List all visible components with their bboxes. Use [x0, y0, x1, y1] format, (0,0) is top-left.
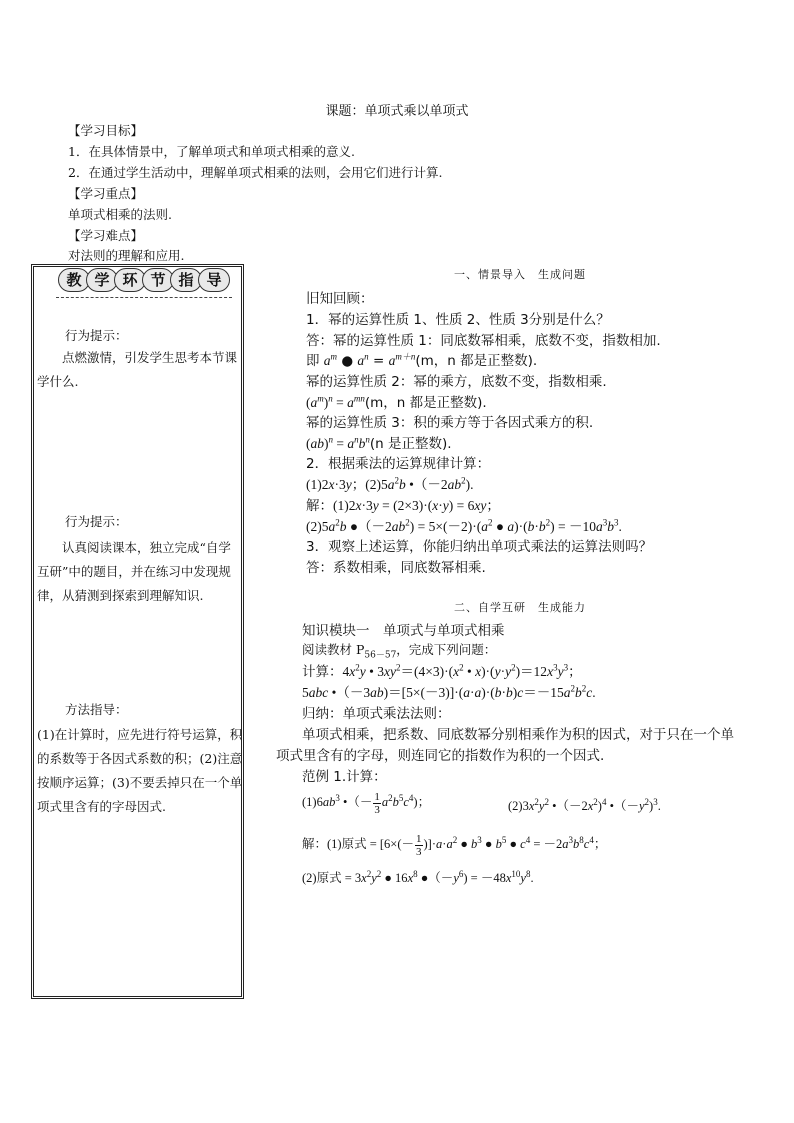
answer-1: 答：幂的运算性质 1：同底数幂相乘，底数不变，指数相加.	[306, 333, 661, 349]
section1-heading: 一、情景导入 生成问题	[454, 268, 586, 281]
example-1-part-1: $(1)6ab^3$ •（－ $\frac{1}{3}$ $a^2b^5c^4$)；	[302, 790, 431, 816]
banner-char: 导	[198, 268, 230, 292]
calc-line-1: 计算：$4x^2y$ • $3xy^2=(4\times 3)\cdot(x^2$ • $x)\cdot(y\cdot y^2)=12x^3y^3$；	[302, 662, 582, 680]
guide-banner	[58, 268, 228, 292]
key-text: 单项式相乘的法则.	[68, 207, 172, 222]
banner-char: 环	[114, 268, 146, 292]
formula-3-note: (n 是正整数).	[369, 436, 452, 452]
banner-divider	[56, 297, 232, 298]
formula-2-note: (m，n 都是正整数).	[364, 395, 487, 411]
question-2: 2．根据乘法的运算规律计算：	[306, 456, 491, 472]
banner-char: 指	[170, 268, 202, 292]
hint1-label: 行为提示：	[65, 328, 128, 343]
question-2-expressions: (1)2x·3y；$(2)5a^2b$ $•(-2ab^2)$.	[306, 475, 474, 492]
question-1: 1．幂的运算性质 1、性质 2、性质 3分别是什么？	[306, 312, 610, 328]
goal-1: 1．在具体情景中，了解单项式和单项式相乘的意义.	[68, 144, 355, 159]
formula-property-1: 即 $a^m$ ● $a^n = a^{m+n}(m$，n 都是正整数).	[306, 351, 538, 369]
banner-char: 教	[58, 268, 90, 292]
property-2: 幂的运算性质 2：幂的乘方，底数不变，指数相乘.	[306, 374, 607, 390]
read-prompt	[302, 640, 497, 661]
solution-1: 解：(1)2x·3y = (2×3)·(x·y) = 6xy；	[306, 498, 500, 514]
banner-char: 学	[86, 268, 118, 292]
solution-2: $(2)5a^2b$ $●(-2ab^2) = 5\times(-2)\cdot(a^2$ ● $a)\cdot(b\cdot b^2) = -10a^3b^3$.	[306, 517, 622, 534]
key-label: 【学习重点】	[68, 186, 144, 201]
calc-line-2: 5abc $•(-3ab)=[5\times(-3)]\cdot(a\cdot a)\cdot(b\cdot b)c=-15a^2b^2c$.	[302, 683, 596, 700]
answer-3: 答：系数相乘，同底数幂相乘.	[306, 560, 486, 576]
method-label: 方法指导：	[65, 702, 128, 717]
example-1-solution-1: 解：(1)原式 = [6×(－ $\frac{1}{3}$ )]$\cdot a\cdot a^2$ ● $b^3$ ● $b^5$ ● $c^4 = -2a^3b^8c^4$；	[302, 832, 607, 858]
example-1-solution-2: (2)原式 = $3x^2y^2$ ● $16x^8$ $●(-y^6) = -48x^{10}y^8$.	[302, 868, 534, 885]
formula-1-note: (m，n 都是正整数).	[415, 353, 538, 369]
rule-line-2: 项式里含有的字母，则连同它的指数作为积的一个因式.	[276, 748, 605, 764]
hint2-label: 行为提示：	[65, 514, 128, 529]
hint2-text: 认真阅读课本，独立完成“自学互研”中的题目，并在练习中发现规律，从猜测到探索到理解知识.	[37, 540, 231, 603]
page-title: 课题：单项式乘以单项式	[325, 104, 469, 119]
module-title: 知识模块一 单项式与单项式相乘	[302, 623, 505, 639]
read-pages: 56－57	[364, 650, 397, 661]
read-prompt-text: 阅读教材 P	[302, 642, 365, 657]
difficulty-label: 【学习难点】	[68, 228, 144, 243]
goals-label: 【学习目标】	[68, 123, 144, 138]
hint1-text: 点燃激情，引发学生思考本节课学什么.	[37, 350, 238, 389]
formula-property-2: $(a^m)^n = a^{mn}(m$，n 都是正整数).	[306, 393, 487, 411]
property-3: 幂的运算性质 3：积的乘方等于各因式乘方的积.	[306, 415, 594, 431]
question-3: 3．观察上述运算，你能归纳出单项式乘法的运算法则吗？	[306, 539, 653, 555]
calc-label: 计算：	[302, 664, 343, 680]
banner-char: 节	[142, 268, 174, 292]
example-label: 范例 1.计算：	[302, 769, 387, 785]
difficulty-text: 对法则的理解和应用.	[68, 248, 185, 263]
read-suffix: ，完成下列问题：	[396, 642, 497, 657]
review-label: 旧知回顾：	[306, 291, 374, 307]
example-1-part-2: $(2)3x^2y^2$ $•(-2x^2)^4$ $•(-y^2)^3$.	[508, 796, 661, 813]
formula-property-3: $(ab)^n = a^nb^n(n$ 是正整数).	[306, 434, 452, 452]
goal-2: 2．在通过学生活动中，理解单项式相乘的法则，会用它们进行计算.	[68, 165, 443, 180]
rule-line-1: 单项式相乘，把系数、同底数幂分别相乘作为积的因式，对于只在一个单	[302, 727, 734, 743]
section2-heading: 二、自学互研 生成能力	[454, 601, 586, 614]
method-text: (1)在计算时，应先进行符号运算，积的系数等于各因式系数的积；(2)注意按顺序运算；(3)不要丢掉只在一个单项式里含有的字母因式.	[37, 727, 243, 814]
rule-label: 归纳：单项式乘法法则：	[302, 706, 451, 722]
